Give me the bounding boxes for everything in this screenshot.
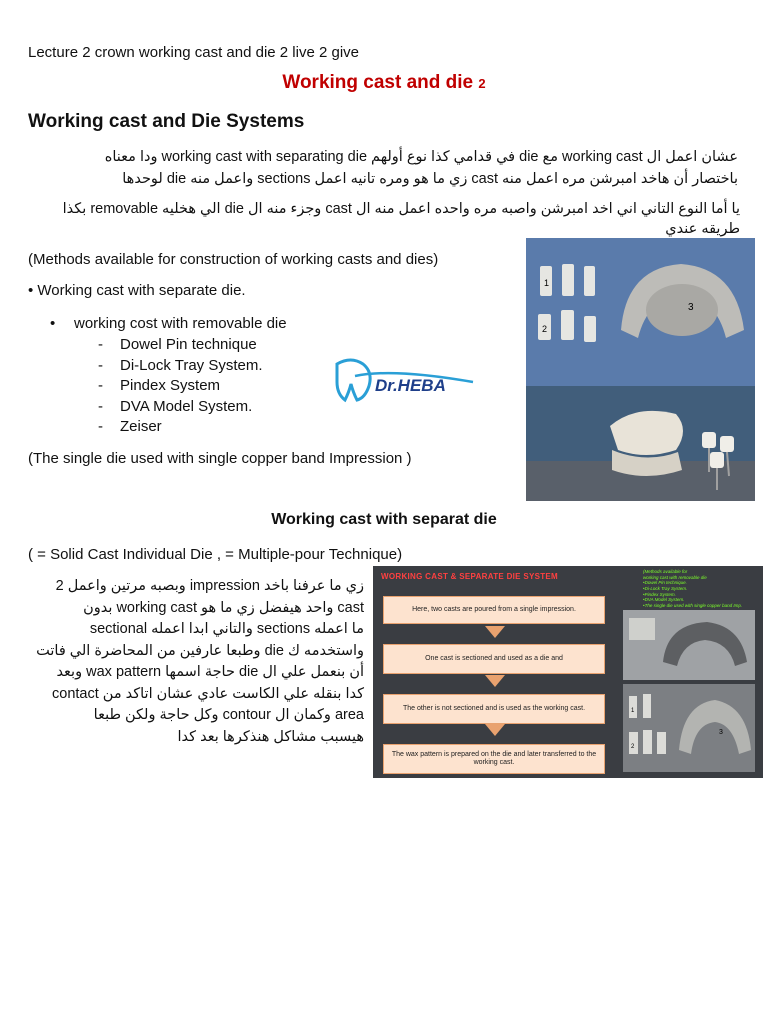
- svg-text:Dr.HEBA: Dr.HEBA: [375, 376, 446, 395]
- photo-articulated-model: [526, 386, 755, 501]
- bullet-separate-die: • Working cast with separate die.: [28, 282, 246, 299]
- solid-cast-line: ( = Solid Cast Individual Die , = Multiple-pour Technique): [28, 546, 403, 563]
- arabic-paragraph-3: [28, 576, 364, 748]
- list-item: - Di-Lock Tray System.: [98, 356, 263, 374]
- list-item: - Dowel Pin technique: [98, 336, 257, 353]
- arabic-line: عشان اعمل ال working cast مع die في قدامي كذا نوع أولهم working cast with separating die ودا معناه: [104, 149, 738, 165]
- svg-text:1: 1: [544, 278, 550, 288]
- slide-step-box: One cast is sectioned and used as a die and: [383, 644, 605, 674]
- svg-text:2: 2: [542, 324, 548, 334]
- arabic-line: cast واحد هيفضل زي ما هو working cast بدون: [83, 599, 364, 616]
- arabic-line: أن بنعمل علي ال die حاجة اسمها wax pattern وبعد: [56, 664, 364, 680]
- header-line: Lecture 2 crown working cast and die 2 live 2 give: [28, 44, 360, 61]
- bullet-removable-die: [50, 315, 287, 332]
- title-number: 2: [478, 76, 486, 91]
- arrow-down-icon: [485, 626, 505, 638]
- section-heading: Working cast and Die Systems: [28, 111, 305, 132]
- slide-step-box: Here, two casts are poured from a single impression.: [383, 596, 605, 624]
- svg-text:1: 1: [631, 708, 635, 714]
- bullet-icon: •: [50, 315, 56, 332]
- arrow-down-icon: [485, 724, 505, 736]
- title-main: Working cast and die: [282, 72, 479, 93]
- sub-list: [98, 336, 263, 439]
- slide-step-box: The wax pattern is prepared on the die and later transferred to the working cast.: [383, 744, 605, 774]
- arabic-line: زي ما عرفنا باخد impression وبصبه مرتين واعمل 2: [55, 578, 364, 594]
- slide-photo-dies: [623, 684, 755, 772]
- svg-text:2: 2: [631, 744, 635, 750]
- arabic-line: طريقه عندي: [665, 221, 740, 237]
- section2-heading: Working cast with separat die: [271, 511, 497, 528]
- svg-text:3: 3: [688, 302, 694, 313]
- page-title: [0, 72, 768, 94]
- svg-text:3: 3: [719, 729, 723, 736]
- arrow-down-icon: [485, 675, 505, 687]
- arabic-line: ما اعمله sections والتاني ابدا اعمله sectional: [89, 621, 364, 637]
- arabic-line: يا أما النوع التاني اني اخد امبرشن واصبه مره واحده اعمل منه ال cast وجزء منه ال die الي هخليه removable بكذا: [62, 201, 740, 217]
- list-item: - Zeiser: [98, 418, 162, 435]
- arabic-line: area وكمان ال contour وكل حاجة ولكن طبعا: [93, 707, 364, 723]
- arabic-line: هيسبب مشاكل هنذكرها بعد كدا: [177, 728, 364, 745]
- arabic-paragraph-2: [28, 199, 740, 239]
- slide-title: WORKING CAST & SEPARATE DIE SYSTEM: [381, 572, 559, 581]
- arabic-paragraph-1: [28, 146, 738, 190]
- list-item: - Pindex System: [98, 377, 221, 394]
- arabic-line: واستخدمه ك die وطبعا عارفين من المحاضرة الي فاتت: [36, 642, 364, 659]
- dr-heba-logo: [333, 354, 478, 404]
- slide-legend: (Methods available for working cast with removable die •Dowel Pin technique. •Di-Lock Tray System. •Pindex System. •DVA Model System. •The single die used with single copper band Imp.: [643, 569, 743, 608]
- arabic-line: كدا بنقله علي الكاست عادي عشان اتاكد من contact: [52, 685, 364, 702]
- slide-photo-model: [623, 610, 755, 680]
- methods-line: (Methods available for construction of working casts and dies): [28, 251, 439, 268]
- photo-dies-arch: [526, 238, 755, 386]
- slide-image: [373, 566, 763, 778]
- arabic-line: باختصار أن هاخد امبرشن مره اعمل منه cast زي ما هو ومره تانيه اعمل sections واعمل منه die لوحدها: [122, 171, 738, 187]
- slide-step-box: The other is not sectioned and is used as the working cast.: [383, 694, 605, 724]
- bullet-label: working cost with removable die: [74, 315, 287, 332]
- list-item: - DVA Model System.: [98, 397, 253, 415]
- single-die-line: (The single die used with single copper band Impression ): [28, 450, 412, 467]
